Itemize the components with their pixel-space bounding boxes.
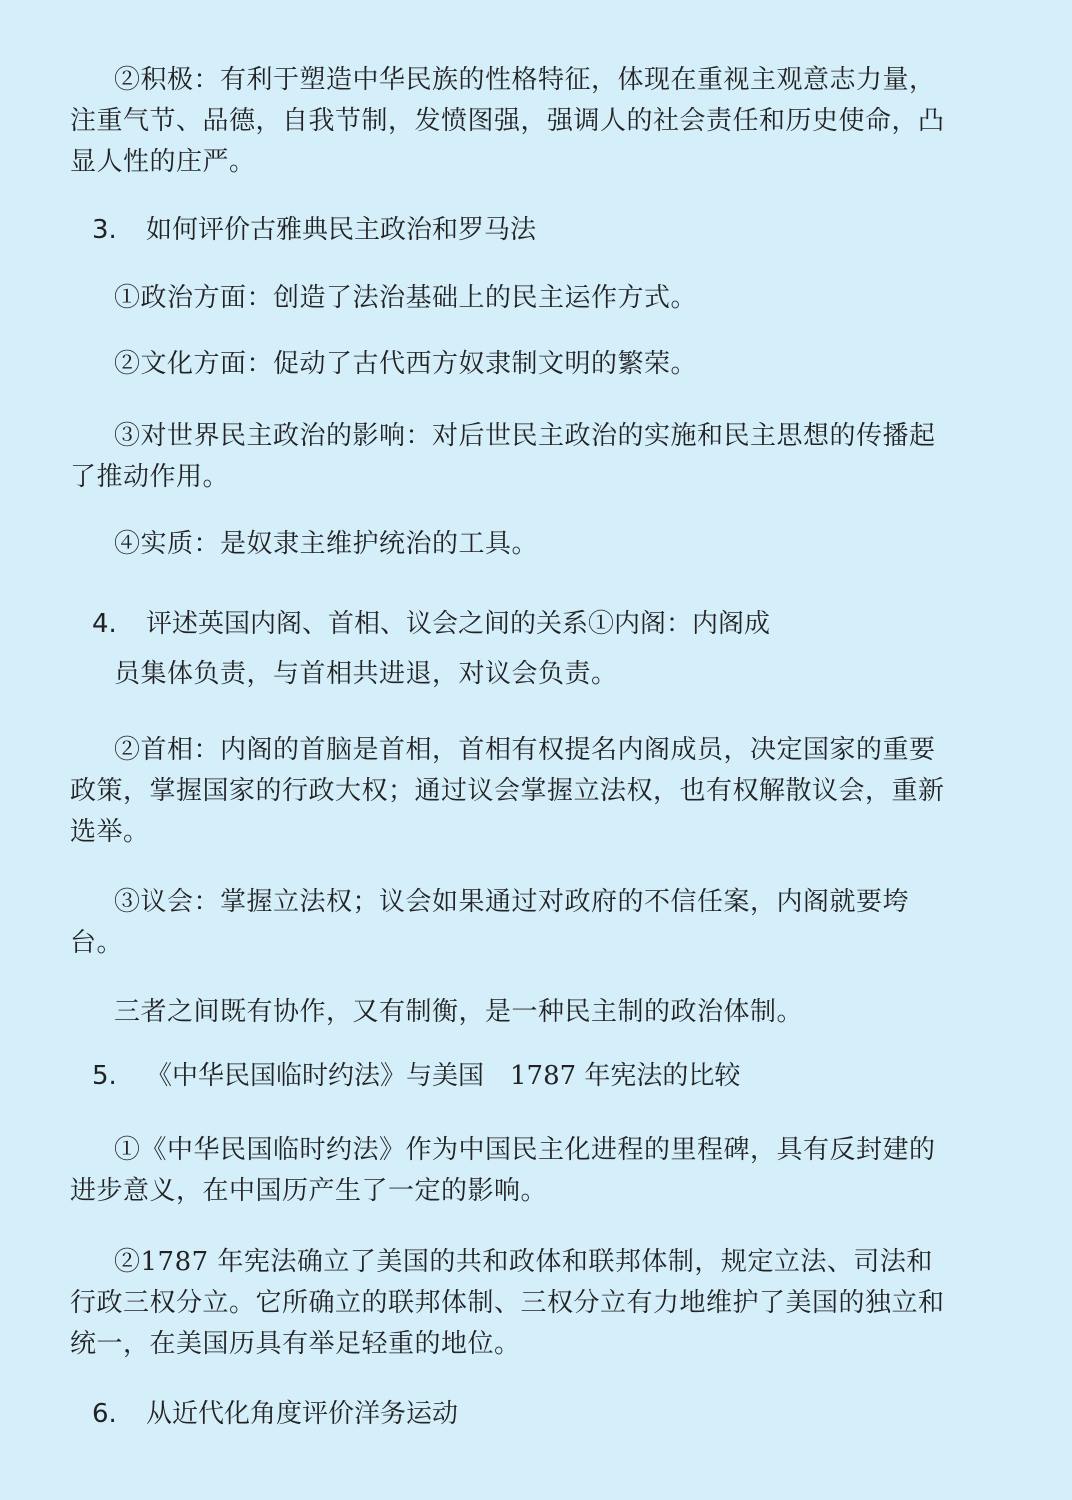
heading-number: 6.	[92, 1399, 117, 1429]
paragraph-q3-politics: ①政治方面：创造了法治基础上的民主运作方式。	[114, 283, 698, 313]
heading-number: 3.	[92, 215, 117, 245]
heading-number: 4.	[92, 609, 117, 639]
heading-question-6	[92, 1394, 458, 1434]
heading-text: 《中华民国临时约法》与美国 1787 年宪法的比较	[146, 1061, 741, 1091]
paragraph-q4-prime-minister: ②首相：内阁的首脑是首相，首相有权提名内阁成员，决定国家的重要政策，掌握国家的行政大权；通过议会掌握立法权，也有权解散议会，重新选举。	[70, 735, 945, 847]
paragraph-q3-culture: ②文化方面：促动了古代西方奴隶制文明的繁荣。	[114, 349, 698, 379]
heading-question-4	[92, 604, 770, 644]
paragraph-q5-us-constitution: ②1787 年宪法确立了美国的共和政体和联邦体制，规定立法、司法和行政三权分立。它所确立的联邦体制、三权分立有力地维护了美国的独立和统一，在美国历具有举足轻重的地位。	[70, 1247, 945, 1359]
paragraph-q5-provisional-constitution: ①《中华民国临时约法》作为中国民主化进程的里程碑，具有反封建的进步意义，在中国历产生了一定的影响。	[70, 1135, 936, 1206]
paragraph-q4-parliament: ③议会：掌握立法权；议会如果通过对政府的不信任案，内阁就要垮台。	[70, 887, 910, 958]
heading-text: 从近代化角度评价洋务运动	[146, 1399, 459, 1429]
heading-text: 如何评价古雅典民主政治和罗马法	[146, 215, 537, 245]
heading-question-5	[92, 1056, 740, 1096]
paragraph-q3-world-influence: ③对世界民主政治的影响：对后世民主政治的实施和民主思想的传播起了推动作用。	[70, 421, 936, 492]
paragraph-q4-cabinet: 员集体负责，与首相共进退，对议会负责。	[114, 659, 618, 689]
heading-question-3	[92, 210, 536, 250]
heading-text: 评述英国内阁、首相、议会之间的关系①内阁：内阁成	[146, 609, 771, 639]
paragraph-positive-impact: ②积极：有利于塑造中华民族的性格特征，体现在重视主观意志力量，注重气节、品德，自我节制，发愤图强，强调人的社会责任和历史使命，凸显人性的庄严。	[70, 65, 945, 177]
paragraph-q3-essence: ④实质：是奴隶主维护统治的工具。	[114, 529, 539, 559]
heading-number: 5.	[92, 1061, 117, 1091]
paragraph-q4-summary: 三者之间既有协作，又有制衡，是一种民主制的政治体制。	[114, 997, 804, 1027]
